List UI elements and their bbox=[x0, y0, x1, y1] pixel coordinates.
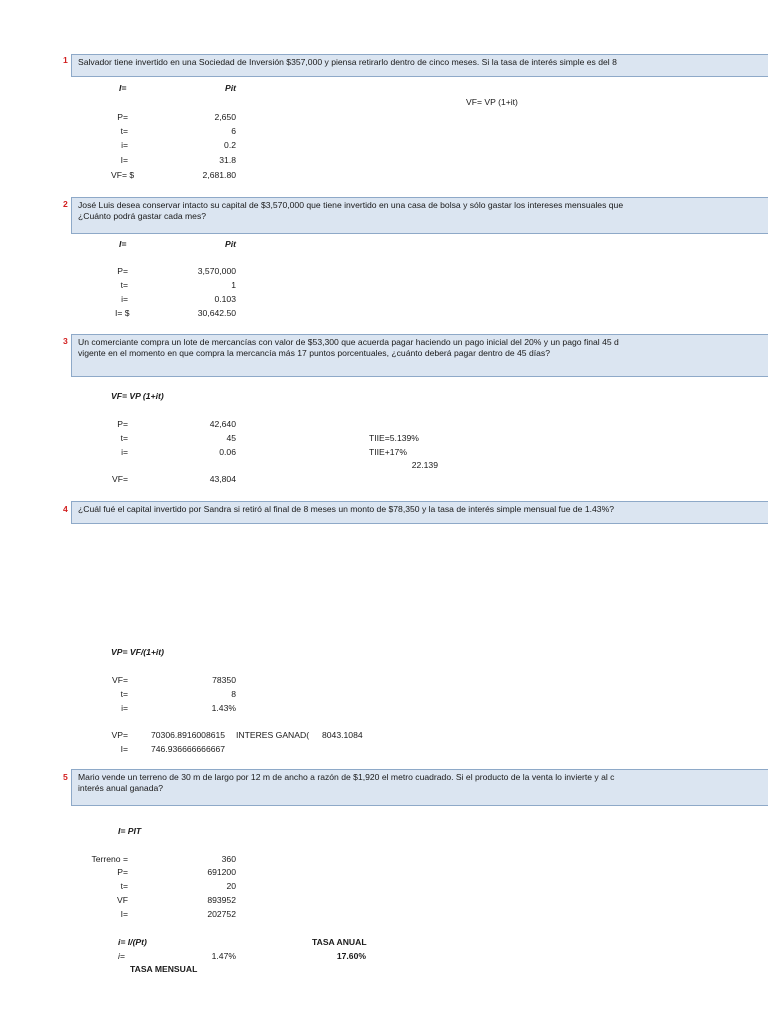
row-label: i= bbox=[121, 294, 128, 304]
row-value: 78350 bbox=[212, 675, 236, 685]
question-box bbox=[71, 334, 768, 377]
problem-number: 5 bbox=[63, 772, 68, 782]
note-text: TIIE=5.139% bbox=[369, 433, 419, 443]
question-box bbox=[71, 197, 768, 234]
question-text: José Luis desea conservar intacto su capital de $3,570,000 que tiene invertido en una casa de bolsa y sólo gastar los intereses mensuales que bbox=[78, 200, 624, 210]
row-value: 360 bbox=[221, 854, 236, 864]
question-text: Salvador tiene invertido en una Sociedad de Inversión $357,000 y piensa retirarlo dentro de cinco meses. Si la tasa de interés simple es del 8 bbox=[78, 57, 617, 67]
row-label: i= bbox=[121, 703, 128, 713]
vp-label: VP= bbox=[111, 730, 128, 740]
row-value: 45 bbox=[226, 433, 236, 443]
row-value: 2,681.80 bbox=[202, 170, 236, 180]
question-text: Un comerciante compra un lote de mercancías con valor de $53,300 que acuerda pagar haciendo un pago inicial del 20% y un pago final 45 d bbox=[78, 337, 619, 347]
row-value: 2,650 bbox=[214, 112, 236, 122]
interes-value: 8043.1084 bbox=[322, 730, 363, 740]
note-value: 22.139 bbox=[411, 460, 438, 470]
problem-number: 4 bbox=[63, 504, 68, 514]
note-text: TIIE+17% bbox=[369, 447, 407, 457]
row-label: I= bbox=[120, 909, 128, 919]
question-box bbox=[71, 501, 768, 524]
row-value: 691200 bbox=[207, 867, 236, 877]
question-text: interés anual ganada? bbox=[78, 783, 164, 793]
i-label: i= bbox=[118, 951, 125, 961]
row-label: VF= bbox=[112, 675, 128, 685]
row-value: 0.103 bbox=[214, 294, 236, 304]
row-value: 42,640 bbox=[209, 419, 236, 429]
vf-formula: VF= VP (1+it) bbox=[466, 97, 518, 107]
row-label: VF= bbox=[112, 474, 128, 484]
problem-number: 3 bbox=[63, 336, 68, 346]
row-label: t= bbox=[120, 881, 128, 891]
problem-number: 1 bbox=[63, 55, 68, 65]
formula: I= PIT bbox=[118, 826, 142, 836]
i-value: 1.47% bbox=[211, 951, 236, 961]
tasa-anual-label: TASA ANUAL bbox=[312, 937, 367, 947]
interes-label: INTERES GANAD( bbox=[236, 730, 310, 740]
row-value: 8 bbox=[231, 689, 236, 699]
question-text: ¿Cuánto podrá gastar cada mes? bbox=[78, 211, 207, 221]
row-label: i= bbox=[121, 447, 128, 457]
row-label: P= bbox=[117, 266, 128, 276]
row-value: 893952 bbox=[207, 895, 236, 905]
formula: VF= VP (1+it) bbox=[111, 391, 164, 401]
question-box bbox=[71, 769, 768, 806]
tasa-anual-value: 17.60% bbox=[336, 951, 366, 961]
row-label: Terreno = bbox=[91, 854, 128, 864]
row-value: 31.8 bbox=[219, 155, 236, 165]
formula-value: Pit bbox=[225, 239, 236, 249]
row-value: 1.43% bbox=[211, 703, 236, 713]
i-value: 746.936666666667 bbox=[151, 744, 226, 754]
question-text: Mario vende un terreno de 30 m de largo por 12 m de ancho a razón de $1,920 el metro cuadrado. Si el producto de la venta lo invierte y al c bbox=[78, 772, 615, 782]
row-value: 1 bbox=[231, 280, 236, 290]
row-label: t= bbox=[120, 280, 128, 290]
row-value: 30,642.50 bbox=[197, 308, 236, 318]
formula-value: Pit bbox=[225, 83, 236, 93]
vp-value: 70306.8916008615 bbox=[151, 730, 226, 740]
row-label: P= bbox=[117, 867, 128, 877]
row-value: 6 bbox=[231, 126, 236, 136]
question-box bbox=[71, 54, 768, 77]
row-value: 0.06 bbox=[219, 447, 236, 457]
tasa-mensual-label: TASA MENSUAL bbox=[130, 964, 198, 974]
formula-2: i= I/(Pt) bbox=[118, 937, 147, 947]
formula-label: I= bbox=[119, 83, 127, 93]
i-label: I= bbox=[120, 744, 128, 754]
row-label: I= bbox=[120, 155, 128, 165]
row-label: VF= $ bbox=[111, 170, 135, 180]
row-value: 20 bbox=[226, 881, 236, 891]
question-text: vigente en el momento en que compra la mercancía más 17 puntos porcentuales, ¿cuánto deberá pagar dentro de 45 días? bbox=[78, 348, 550, 358]
row-value: 202752 bbox=[207, 909, 236, 919]
row-label: i= bbox=[121, 140, 128, 150]
row-label: t= bbox=[120, 689, 128, 699]
row-label: t= bbox=[120, 433, 128, 443]
row-value: 0.2 bbox=[224, 140, 236, 150]
row-label: t= bbox=[120, 126, 128, 136]
row-value: 43,804 bbox=[209, 474, 236, 484]
row-label: P= bbox=[117, 112, 128, 122]
question-text: ¿Cuál fué el capital invertido por Sandra si retiró al final de 8 meses un monto de $78,350 y la tasa de interés simple mensual fue de 1.43%? bbox=[78, 504, 614, 514]
row-label: I= $ bbox=[115, 308, 130, 318]
row-label: P= bbox=[117, 419, 128, 429]
formula: VP= VF/(1+it) bbox=[111, 647, 165, 657]
formula-label: I= bbox=[119, 239, 127, 249]
problem-number: 2 bbox=[63, 199, 68, 209]
row-value: 3,570,000 bbox=[197, 266, 236, 276]
row-label: VF bbox=[117, 895, 128, 905]
